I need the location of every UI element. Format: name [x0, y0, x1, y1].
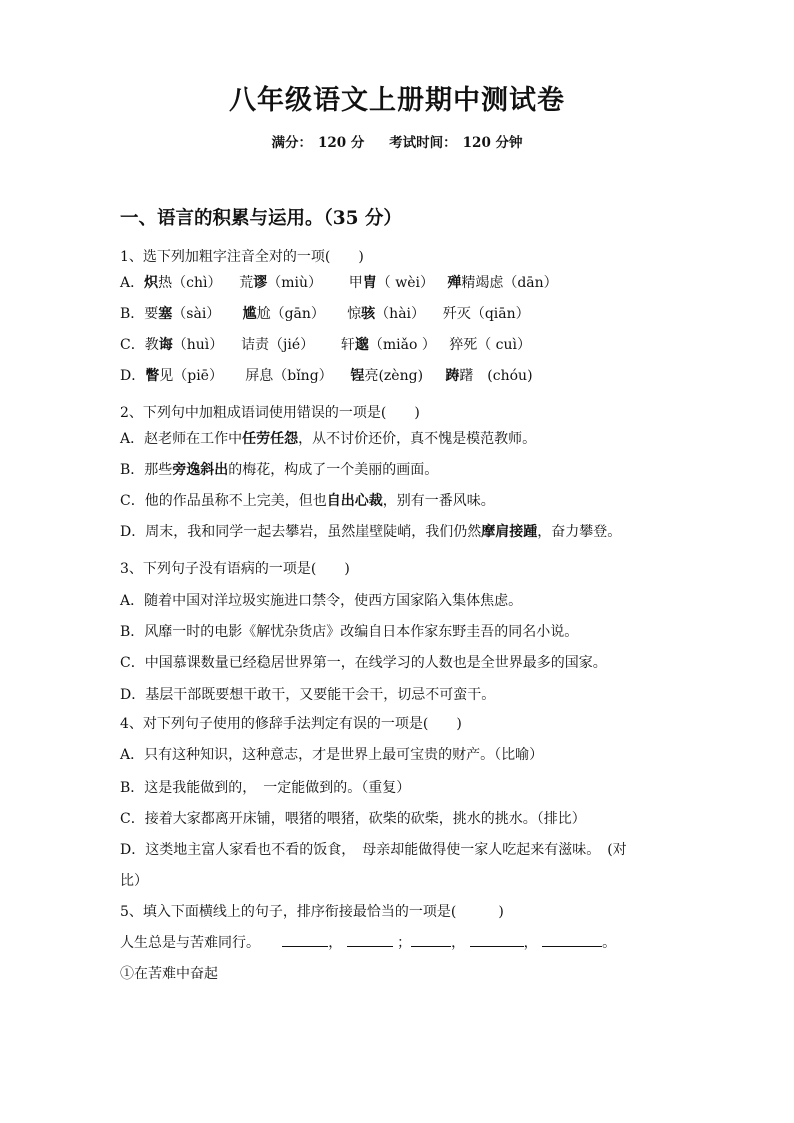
q2-option-b: B．那些旁逸斜出的梅花，构成了一个美丽的画面。 — [120, 462, 439, 478]
blank-3[interactable] — [411, 934, 451, 947]
q5-option-1: ①在苦难中奋起 — [120, 966, 218, 982]
section-title: 一、语言的积累与运用。（35 分） — [120, 208, 402, 229]
q1-stem: 1、选下列加粗字注音全对的一项( ) — [120, 249, 364, 265]
q3-stem: 3、下列句子没有语病的一项是( ) — [120, 561, 350, 577]
blank-5[interactable] — [542, 934, 602, 947]
exam-meta — [0, 131, 794, 151]
q4-option-c: C．接着大家都离开床铺，喂猪的喂猪，砍柴的砍柴，挑水的挑水。（排比） — [120, 811, 586, 827]
q5-stem: 5、填入下面横线上的句子，排序衔接最恰当的一项是( ) — [120, 904, 504, 920]
q1-option-d: D．瞥见（piē） 屏息（bǐng） 锃亮(zèng) 踌躇 (chóu) — [120, 368, 533, 384]
page-title: 八年级语文上册期中测试卷 — [229, 85, 565, 116]
q5-fill-line: 人生总是与苦难同行。 ， ； ， ， 。 — [120, 935, 617, 951]
q2-option-a: A．赵老师在工作中任劳任怨，从不讨价还价，真不愧是模范教师。 — [120, 431, 537, 447]
q3-option-c: C．中国慕课数量已经稳居世界第一，在线学习的人数也是全世界最多的国家。 — [120, 655, 607, 671]
time-label: 考试时间： — [389, 135, 457, 151]
blank-4[interactable] — [470, 934, 524, 947]
q4-option-b: B．这是我能做到的， 一定能做到的。（重复） — [120, 780, 411, 796]
q2-option-c: C．他的作品虽称不上完美，但也自出心裁，别有一番风味。 — [120, 493, 495, 509]
q3-option-b: B．风靡一时的电影《解忧杂货店》改编自日本作家东野圭吾的同名小说。 — [120, 624, 579, 640]
q4-option-a: A．只有这种知识，这种意志，才是世界上最可宝贵的财产。（比喻） — [120, 747, 544, 763]
blank-1[interactable] — [282, 934, 328, 947]
q2-stem: 2、下列句中加粗成语词使用错误的一项是( ) — [120, 405, 420, 421]
q4-stem: 4、对下列句子使用的修辞手法判定有误的一项是( ) — [120, 716, 462, 732]
q4-option-d: D．这类地主富人家看也不看的饭食， 母亲却能做得使一家人吃起来有滋味。 (对 — [120, 842, 627, 858]
score-label: 满分： — [271, 135, 312, 151]
q1-option-a: A．炽热（chì） 荒谬（miù） 甲胄（ wèi） 殚精竭虑（dān） — [120, 275, 558, 291]
score-value: 120 分 — [317, 135, 365, 151]
q2-option-d: D．周末，我和同学一起去攀岩，虽然崖壁陡峭，我们仍然摩肩接踵，奋力攀登。 — [120, 524, 622, 540]
q4-option-d-cont: 比） — [120, 873, 148, 889]
time-value: 120 分钟 — [462, 135, 523, 151]
q3-option-d: D．基层干部既要想干敢干，又要能干会干，切忌不可蛮干。 — [120, 687, 496, 703]
q1-option-b: B．要塞（sài） 尴尬（gān） 惊骇（hài） 歼灭（qiān） — [120, 306, 530, 322]
q3-option-a: A．随着中国对洋垃圾实施进口禁令，使西方国家陷入集体焦虑。 — [120, 593, 523, 609]
blank-2[interactable] — [347, 934, 393, 947]
q1-option-c: C．教诲（huì） 诘责（jié） 轩邈（miǎo ） 猝死（ cuì） — [120, 337, 531, 353]
